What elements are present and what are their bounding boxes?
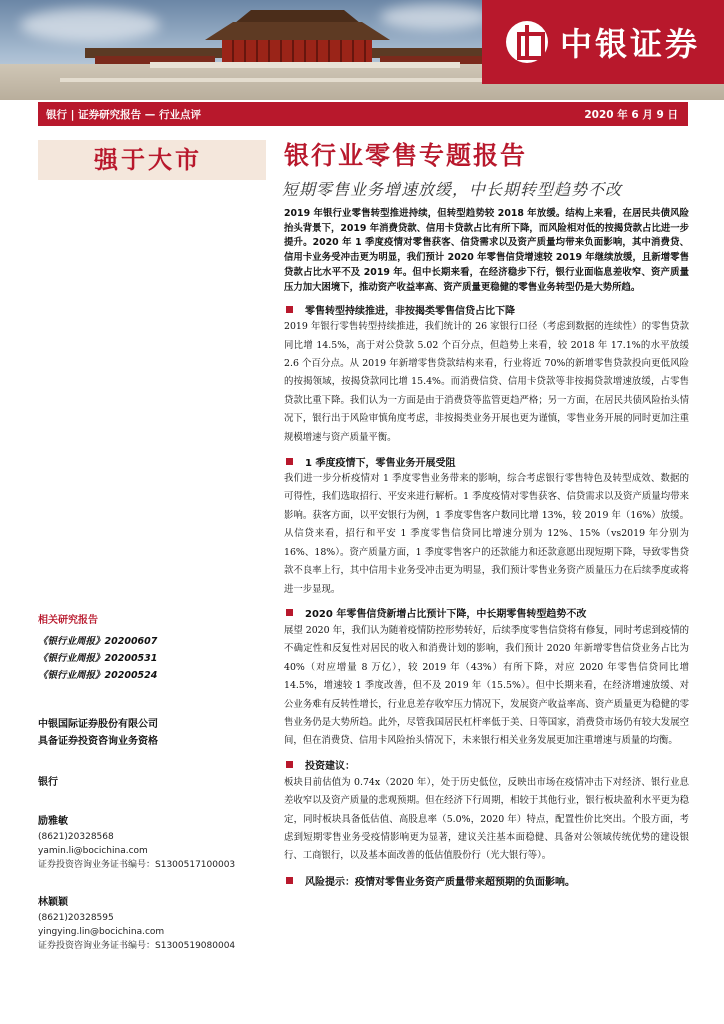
section-heading [284, 452, 689, 470]
bullet-square-icon [286, 306, 293, 313]
analyst-license: 证券投资咨询业务证书编号：S1300517100003 [38, 860, 236, 870]
risk-warning [284, 873, 689, 888]
report-category: 银行 | 证券研究报告 — 行业点评 [46, 108, 201, 121]
report-category-bar [38, 102, 688, 126]
header-banner [0, 0, 724, 100]
related-report-link[interactable]: 《银行业周报》20200524 [38, 670, 158, 681]
cloud [380, 4, 490, 30]
terrace-railing [150, 62, 460, 68]
report-title: 银行业零售专题报告 [284, 141, 528, 170]
analyst-name: 励雅敏 [38, 816, 68, 827]
analyst-phone: (8621)20328595 [38, 913, 114, 923]
section-heading-text: 投资建议： [305, 761, 355, 773]
report-subtitle: 短期零售业务增速放缓，中长期转型趋势不改 [282, 180, 623, 199]
section-heading [284, 300, 689, 318]
cloud [20, 8, 160, 42]
analyst-phone: (8621)20328568 [38, 832, 114, 842]
analyst-email[interactable]: yingying.lin@bocichina.com [38, 927, 165, 937]
analyst-license: 证券投资咨询业务证书编号：S1300519080004 [38, 941, 236, 951]
bullet-square-icon [286, 458, 293, 465]
company-name: 中银国际证券股份有限公司 [38, 719, 158, 730]
related-reports-title: 相关研究报告 [38, 615, 98, 626]
related-report-link[interactable]: 《银行业周报》20200607 [38, 636, 158, 647]
company-qualification: 具备证券投资咨询业务资格 [38, 736, 158, 747]
palace-columns [222, 40, 372, 62]
brand-name: 中银证券 [560, 25, 701, 63]
risk-warning-text: 风险提示：疫情对零售业务资产质量带来超预期的负面影响。 [305, 876, 575, 888]
section-heading-text: 2020 年零售信贷新增占比预计下降，中长期零售转型趋势不改 [305, 609, 587, 621]
industry-rating: 强于大市 [38, 140, 266, 180]
analyst-name: 林颖颖 [38, 897, 68, 908]
palace-roof [205, 22, 390, 40]
main-content [284, 134, 689, 888]
report-date: 2020 年 6 月 9 日 [584, 108, 678, 121]
section-heading-text: 1 季度疫情下，零售业务开展受阻 [305, 457, 456, 469]
section-body: 板块目前估值为 0.74x（2020 年），处于历史低位，反映出市场在疫情冲击下对经济、银行业息差收窄以及资产质量的悲观预期。但在经济下行周期，相较于其他行业，银行板块盈利水平更为稳定，同时板块具备低估值、高股息率（5.0%，2020 年）特点，配置性价比突出。个股方面，考虑到短期零售业务受疫情影响更为显著，建议关注基本面稳健、具备对公领域传统优势的建设银行、工商银行，以及基本面改善的低估值股份行（光大银行等）。 [284, 776, 689, 862]
report-summary: 2019 年银行业零售转型推进持续，但转型趋势较 2018 年放缓。结构上来看，在居民共债风险抬头背景下，2019 年消费贷款、信用卡贷款占比有所下降，而风险相对低的按揭贷款占比进一步提升。2020 年 1 季度疫情对零售获客、信贷需求以及资产质量均带来负面影响，其中消费贷、信用卡业务受冲击更为明显，我们预计 2020 年零售信贷增速较 2019 年继续放缓，且新增零售贷款占比水平不及 2019 年。但中长期来看，在经济稳步下行，银行业面临息差收窄、资产质量压力加大困境下，推动资产收益率高、资产质量更稳健的零售业务转型仍是大势所趋。 [284, 208, 689, 293]
analyst-email[interactable]: yamin.li@bocichina.com [38, 846, 148, 856]
section-heading-text: 零售转型持续推进，非按揭类零售信贷占比下降 [305, 305, 515, 317]
section-heading [284, 604, 689, 622]
related-report-link[interactable]: 《银行业周报》20200531 [38, 653, 158, 664]
sector-label: 银行 [38, 777, 58, 788]
sidebar [38, 612, 266, 953]
section-body: 2019 年银行零售转型持续推进，我们统计的 26 家银行口径（考虑到数据的连续性）的零售贷款同比增 14.5%，高于对公贷款 5.02 个百分点，但趋势上来看，较 2018 年 17.1%的水平放缓 2.6 个百分点。从 2019 年新增零售贷款结构来看，行业将近 70%的新增零售贷款投向更低风险的按揭领域，按揭贷款同比增 15.4%。而消费信贷、信用卡贷款等非按揭贷款增速放缓，占零售贷款比重下降。我们认为一方面是由于消费贷等监管更趋严格；另一方面，在居民共债风险抬头情况下，银行出于风险审慎角度考虑，非按揭类业务开展也更为谨慎，零售业务开展的同时更加注重规模增速与资产质量平衡。 [284, 321, 689, 443]
section-body: 我们进一步分析疫情对 1 季度零售业务带来的影响，综合考虑银行零售特色及转型成效、数据的可得性，我们选取招行、平安来进行解析。1 季度疫情对零售获客、信贷需求以及资产质量均带来影响。获客方面，以平安银行为例，1 季度零售客户数同比增 13%，较 2019 年（16%）放缓。从信贷来看，招行和平安 1 季度零售信贷同比增速分别为 12%、15%（vs2019 年分别为 16%、18%）。资产质量方面，1 季度零售客户的还款能力和还款意愿出现短期下降，导致零售贷款不良率上行，其中信用卡业务受冲击更为明显，我们预计零售业务资产质量压力在后续季度或将进一步显现。 [284, 473, 689, 595]
brand-logo [482, 0, 724, 84]
bullet-square-icon [286, 761, 293, 768]
boc-logo-icon [506, 21, 548, 63]
section-body: 展望 2020 年，我们认为随着疫情防控形势转好，后续季度零售信贷将有修复，同时考虑到疫情的不确定性和反复性对居民的收入和消费计划的影响，我们预计 2020 年新增零售信贷业务占比为 40%（对应增量 8 万亿），较 2019 年（43%）有所下降，对应 2020 年零售信贷同比增 14.5%，增速较 1 季度改善，但不及 2019 年（15.5%）。但中长期来看，在经济增速放缓、对公业务难有反转性增长，行业息差存收窄压力情况下，发展资产收益率高、资产质量更为稳健的零售业务仍是大势所趋。此外，尽管我国居民杠杆率低于美、日等国家，消费贷市场仍有较大发展空间，但在消费贷、信用卡风险抬头情况下，未来银行相关业务发展更加注重增速与质量的均衡。 [284, 624, 689, 747]
section-heading [284, 756, 689, 774]
bullet-square-icon [286, 877, 293, 884]
bullet-square-icon [286, 609, 293, 616]
